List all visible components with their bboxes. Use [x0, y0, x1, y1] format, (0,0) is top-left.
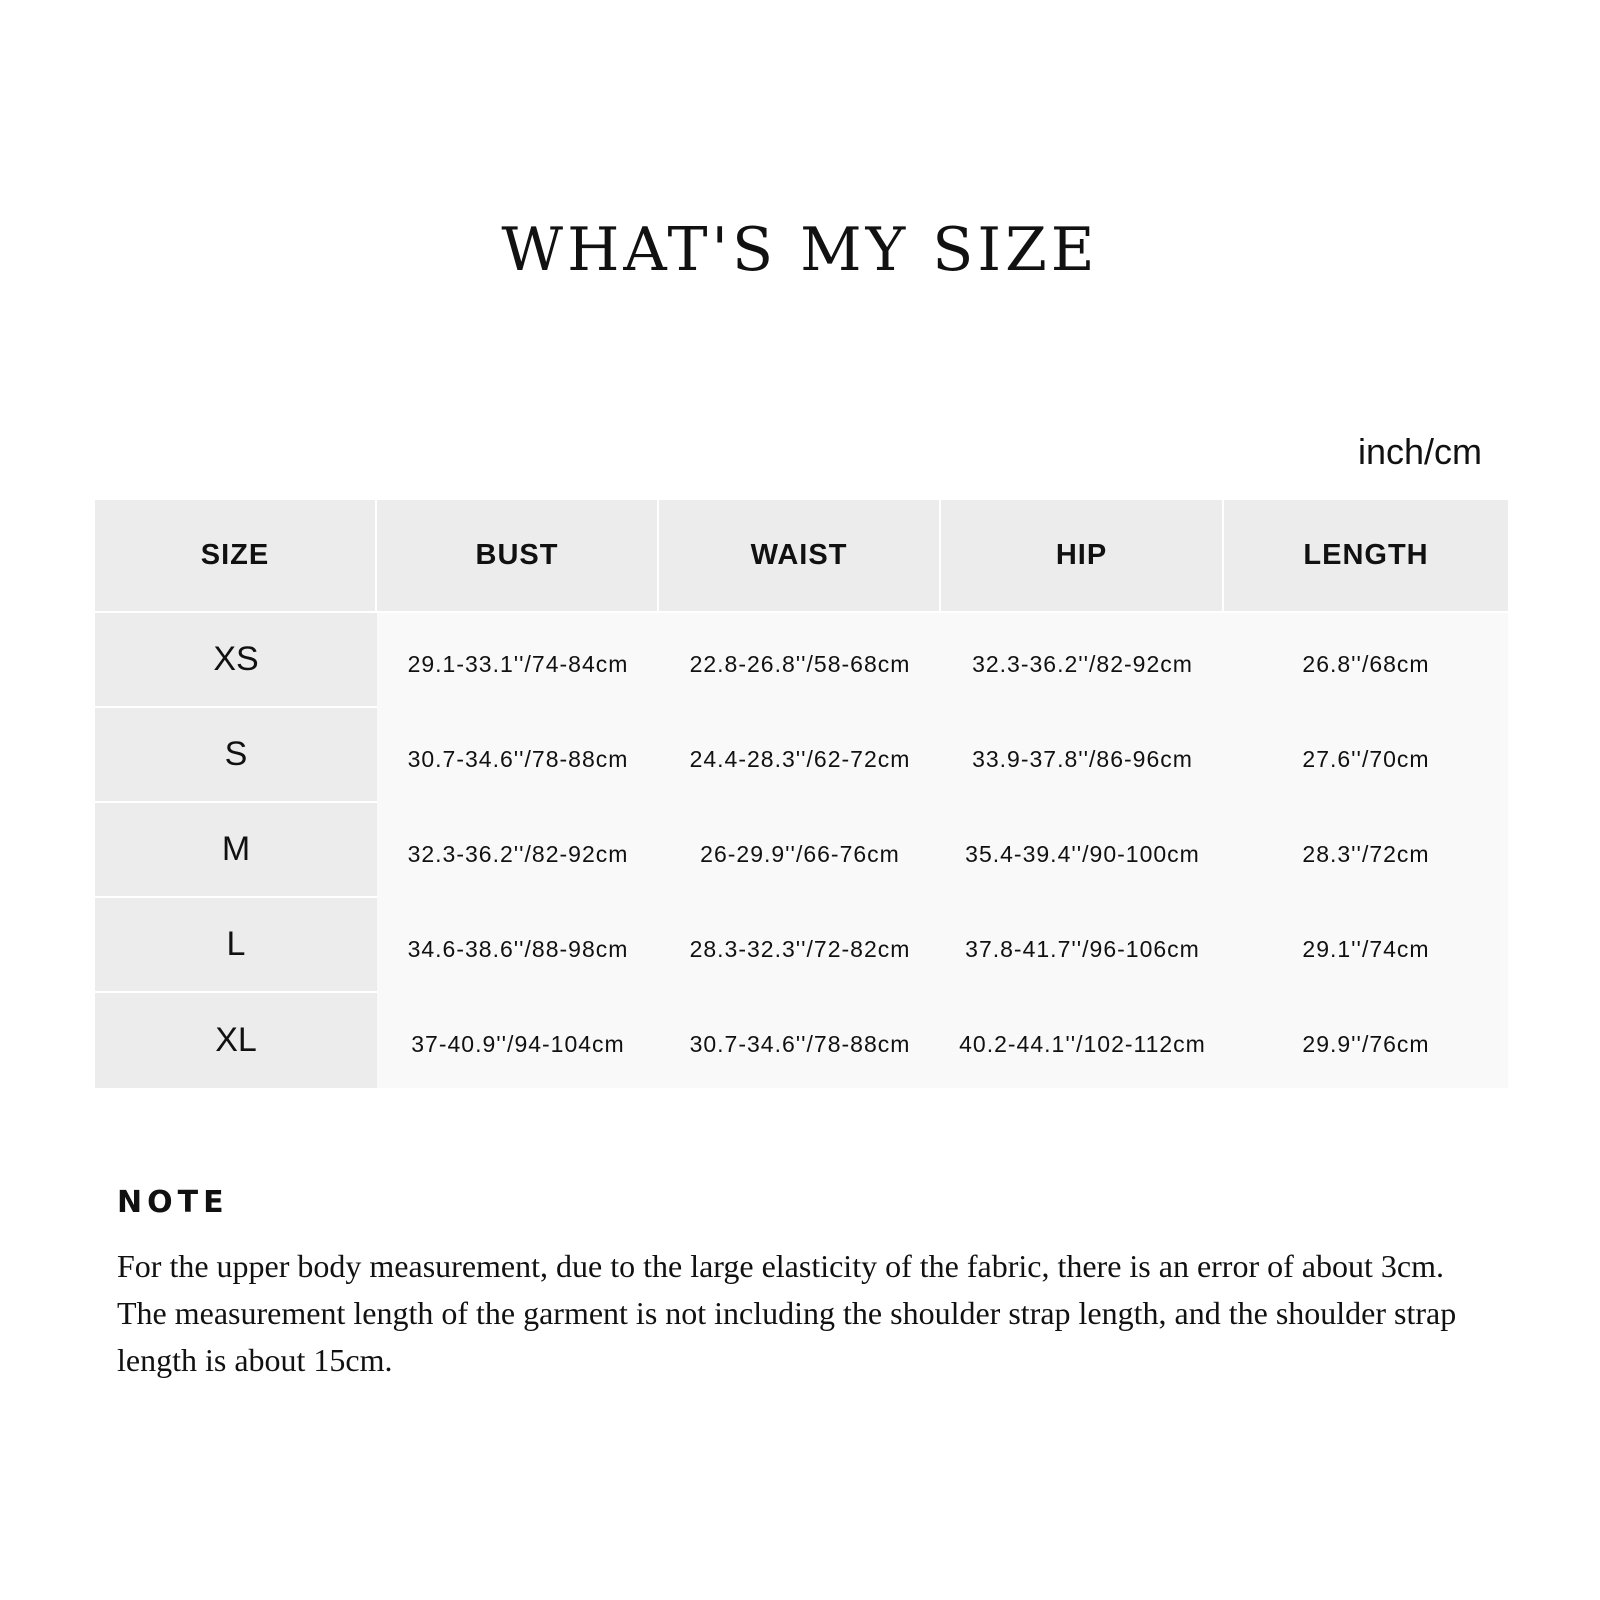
unit-label: inch/cm: [1357, 431, 1482, 472]
header-size: SIZE: [95, 500, 377, 611]
size-cell: L: [95, 898, 377, 993]
header-length: LENGTH: [1224, 500, 1508, 611]
bust-cell: 34.6-38.6''/88-98cm: [377, 898, 659, 993]
page-title: WHAT'S MY SIZE: [501, 215, 1099, 285]
length-cell: 29.1''/74cm: [1224, 898, 1508, 993]
size-cell: S: [95, 708, 377, 803]
waist-cell: 24.4-28.3''/62-72cm: [659, 708, 941, 803]
hip-cell: 35.4-39.4''/90-100cm: [941, 803, 1224, 898]
header-waist: WAIST: [659, 500, 941, 611]
length-cell: 29.9''/76cm: [1224, 993, 1508, 1088]
table-row: [95, 708, 1508, 803]
table-row: [95, 613, 1508, 708]
waist-cell: 30.7-34.6''/78-88cm: [659, 993, 941, 1088]
note-text: For the upper body measurement, due to the large elasticity of the fabric, there is an error of about 3cm. The measurement length of the garment is not including the shoulder strap length, and the shoulder strap length is about 15cm.: [117, 1248, 1457, 1378]
table-header-row: [95, 500, 1508, 613]
size-cell: M: [95, 803, 377, 898]
header-hip: HIP: [941, 500, 1224, 611]
table-row: [95, 898, 1508, 993]
hip-cell: 33.9-37.8''/86-96cm: [941, 708, 1224, 803]
bust-cell: 32.3-36.2''/82-92cm: [377, 803, 659, 898]
hip-cell: 40.2-44.1''/102-112cm: [941, 993, 1224, 1088]
waist-cell: 28.3-32.3''/72-82cm: [659, 898, 941, 993]
size-cell: XS: [95, 613, 377, 708]
size-cell: XL: [95, 993, 377, 1088]
table-row: [95, 993, 1508, 1088]
bust-cell: 37-40.9''/94-104cm: [377, 993, 659, 1088]
header-bust: BUST: [377, 500, 659, 611]
hip-cell: 32.3-36.2''/82-92cm: [941, 613, 1224, 708]
waist-cell: 22.8-26.8''/58-68cm: [659, 613, 941, 708]
length-cell: 26.8''/68cm: [1224, 613, 1508, 708]
bust-cell: 30.7-34.6''/78-88cm: [377, 708, 659, 803]
hip-cell: 37.8-41.7''/96-106cm: [941, 898, 1224, 993]
length-cell: 27.6''/70cm: [1224, 708, 1508, 803]
bust-cell: 29.1-33.1''/74-84cm: [377, 613, 659, 708]
table-row: [95, 803, 1508, 898]
size-table: [95, 500, 1508, 1088]
waist-cell: 26-29.9''/66-76cm: [659, 803, 941, 898]
note-title: NOTE: [117, 1185, 229, 1220]
length-cell: 28.3''/72cm: [1224, 803, 1508, 898]
